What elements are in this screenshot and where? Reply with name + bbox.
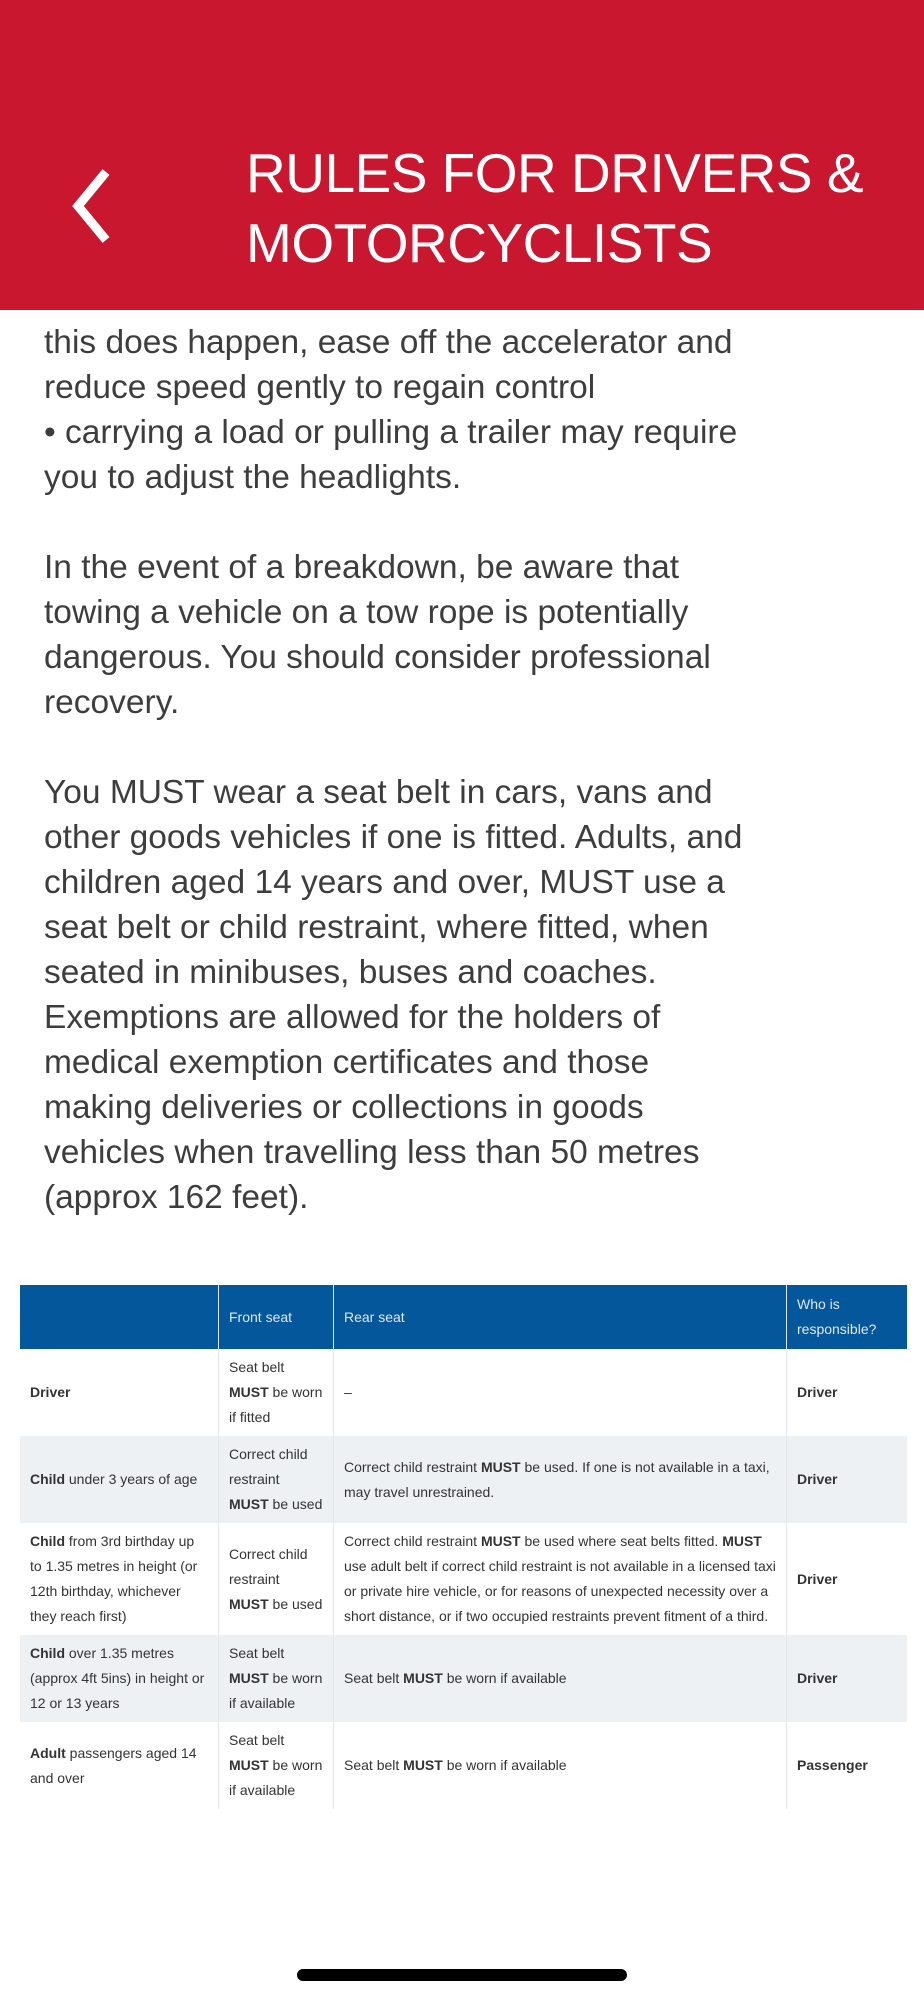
paragraph-line: recovery. bbox=[44, 684, 180, 721]
bold-text: MUST bbox=[229, 1496, 269, 1512]
paragraph-line: seat belt or child restraint, where fitted, when bbox=[44, 909, 709, 946]
cell-text: Seat belt bbox=[229, 1645, 285, 1661]
paragraph-line: making deliveries or collections in goods bbox=[44, 1089, 644, 1126]
paragraph-line: you to adjust the headlights. bbox=[44, 459, 462, 496]
table-row bbox=[20, 1436, 907, 1523]
paragraph-line: You MUST wear a seat belt in cars, vans and bbox=[44, 774, 713, 811]
front-seat-cell bbox=[219, 1523, 334, 1635]
column-header bbox=[20, 1285, 219, 1349]
passenger-cell bbox=[20, 1349, 219, 1436]
column-header-responsible: Who is responsible? bbox=[787, 1285, 908, 1349]
bold-text: MUST bbox=[480, 1458, 521, 1475]
home-indicator[interactable] bbox=[297, 1969, 627, 1981]
paragraph-line: medical exemption certificates and those bbox=[44, 1044, 650, 1081]
bold-text: Driver bbox=[797, 1570, 838, 1587]
cell-text: Correct child restraint bbox=[229, 1545, 308, 1587]
rear-seat-cell bbox=[334, 1349, 787, 1436]
bold-text: MUST bbox=[229, 1670, 269, 1686]
paragraph-line: towing a vehicle on a tow rope is potentially bbox=[44, 594, 689, 631]
table-header-row bbox=[20, 1285, 907, 1349]
paragraph bbox=[44, 545, 904, 725]
rear-seat-cell bbox=[334, 1722, 787, 1809]
column-header-rear-seat: Rear seat bbox=[334, 1285, 787, 1349]
front-seat-cell bbox=[219, 1349, 334, 1436]
cell-text: be worn if fitted bbox=[229, 1384, 323, 1425]
rear-seat-cell bbox=[334, 1436, 787, 1523]
table-row bbox=[20, 1523, 907, 1635]
responsible-cell bbox=[787, 1349, 908, 1436]
bold-text: Driver bbox=[797, 1384, 838, 1400]
paragraph-line: seated in minibuses, buses and coaches. bbox=[44, 954, 657, 991]
cell-text: Seat belt bbox=[344, 1670, 404, 1686]
front-seat-cell bbox=[219, 1635, 334, 1722]
bold-text: Child bbox=[30, 1645, 65, 1661]
article-body bbox=[44, 320, 904, 1265]
bold-text: Child bbox=[30, 1533, 65, 1549]
table-row bbox=[20, 1722, 907, 1809]
paragraph-line: • carrying a load or pulling a trailer may require bbox=[44, 414, 738, 451]
passenger-cell bbox=[20, 1722, 219, 1809]
bold-text: Adult bbox=[30, 1744, 66, 1761]
cell-text: Correct child restraint bbox=[344, 1533, 481, 1549]
app-header bbox=[0, 0, 924, 310]
bold-text: MUST bbox=[229, 1384, 269, 1400]
cell-text: be worn if available bbox=[442, 1670, 567, 1686]
cell-text: Correct child restraint bbox=[229, 1446, 308, 1487]
paragraph-line: vehicles when travelling less than 50 metres bbox=[44, 1134, 700, 1171]
seat-belt-table bbox=[20, 1285, 907, 1809]
bold-text: MUST bbox=[480, 1533, 521, 1549]
cell-text: passengers aged 14 and over bbox=[30, 1744, 197, 1786]
back-button[interactable] bbox=[62, 168, 122, 244]
bold-text: Child bbox=[30, 1471, 65, 1487]
bold-text: MUST bbox=[403, 1757, 443, 1773]
bold-text: MUST bbox=[403, 1670, 443, 1686]
paragraph-line: other goods vehicles if one is fitted. Adults, and bbox=[44, 819, 743, 856]
cell-text: Correct child restraint bbox=[344, 1458, 481, 1475]
cell-text: be used bbox=[268, 1496, 323, 1512]
cell-text: – bbox=[344, 1384, 352, 1400]
passenger-cell bbox=[20, 1436, 219, 1523]
responsible-cell bbox=[787, 1436, 908, 1523]
front-seat-cell bbox=[219, 1722, 334, 1809]
cell-text: Seat belt bbox=[229, 1732, 285, 1748]
chevron-left-icon bbox=[62, 168, 122, 244]
paragraph bbox=[44, 320, 904, 500]
rear-seat-cell bbox=[334, 1523, 787, 1635]
bold-text: MUST bbox=[229, 1757, 269, 1773]
cell-text: be worn if available bbox=[442, 1757, 567, 1773]
column-header-front-seat: Front seat bbox=[219, 1285, 334, 1349]
cell-text: from 3rd birthday up to 1.35 metres in height (or 12th birthday, whichever they reach first) bbox=[30, 1533, 198, 1624]
responsible-cell bbox=[787, 1722, 908, 1809]
cell-text: be worn if available bbox=[229, 1670, 323, 1711]
paragraph-line: this does happen, ease off the accelerator and bbox=[44, 324, 733, 361]
page-title-line: RULES FOR DRIVERS & bbox=[246, 142, 864, 204]
responsible-cell bbox=[787, 1635, 908, 1722]
bold-text: Driver bbox=[30, 1384, 71, 1400]
rear-seat-cell bbox=[334, 1635, 787, 1722]
paragraph-line: Exemptions are allowed for the holders of bbox=[44, 999, 661, 1036]
bold-text: Passenger bbox=[797, 1757, 868, 1773]
passenger-cell bbox=[20, 1523, 219, 1635]
bold-text: Driver bbox=[797, 1471, 838, 1487]
paragraph-line: In the event of a breakdown, be aware that bbox=[44, 549, 680, 586]
cell-text: over 1.35 metres (approx 4ft 5ins) in height or 12 or 13 years bbox=[30, 1645, 205, 1711]
cell-text: be used. If one is not available in a taxi, may travel unrestrained. bbox=[344, 1458, 770, 1500]
responsible-cell bbox=[787, 1523, 908, 1635]
table-row bbox=[20, 1349, 907, 1436]
paragraph-line: children aged 14 years and over, MUST use a bbox=[44, 864, 725, 901]
cell-text: be worn if available bbox=[229, 1757, 323, 1798]
cell-text: under 3 years of age bbox=[65, 1471, 198, 1487]
paragraph-line: dangerous. You should consider professional bbox=[44, 639, 711, 676]
page-title-line: MOTORCYCLISTS bbox=[246, 212, 713, 274]
paragraph bbox=[44, 770, 904, 1220]
bold-text: MUST bbox=[722, 1533, 762, 1549]
cell-text: Seat belt bbox=[344, 1757, 404, 1773]
passenger-cell bbox=[20, 1635, 219, 1722]
page-title bbox=[246, 138, 863, 278]
cell-text: be used bbox=[268, 1595, 323, 1612]
paragraph-line: reduce speed gently to regain control bbox=[44, 369, 596, 406]
front-seat-cell bbox=[219, 1436, 334, 1523]
cell-text: use adult belt if correct child restraint is not available in a licensed taxi or private hire vehicle, or for reasons of unexpected necessity over a short distance, or if two occupied restraints prevent fitment of a third. bbox=[344, 1558, 776, 1624]
table-row bbox=[20, 1635, 907, 1722]
cell-text: Seat belt bbox=[229, 1359, 285, 1375]
bold-text: MUST bbox=[229, 1595, 269, 1612]
paragraph-line: (approx 162 feet). bbox=[44, 1179, 309, 1216]
bold-text: Driver bbox=[797, 1670, 838, 1686]
cell-text: be used where seat belts fitted. bbox=[520, 1533, 723, 1549]
